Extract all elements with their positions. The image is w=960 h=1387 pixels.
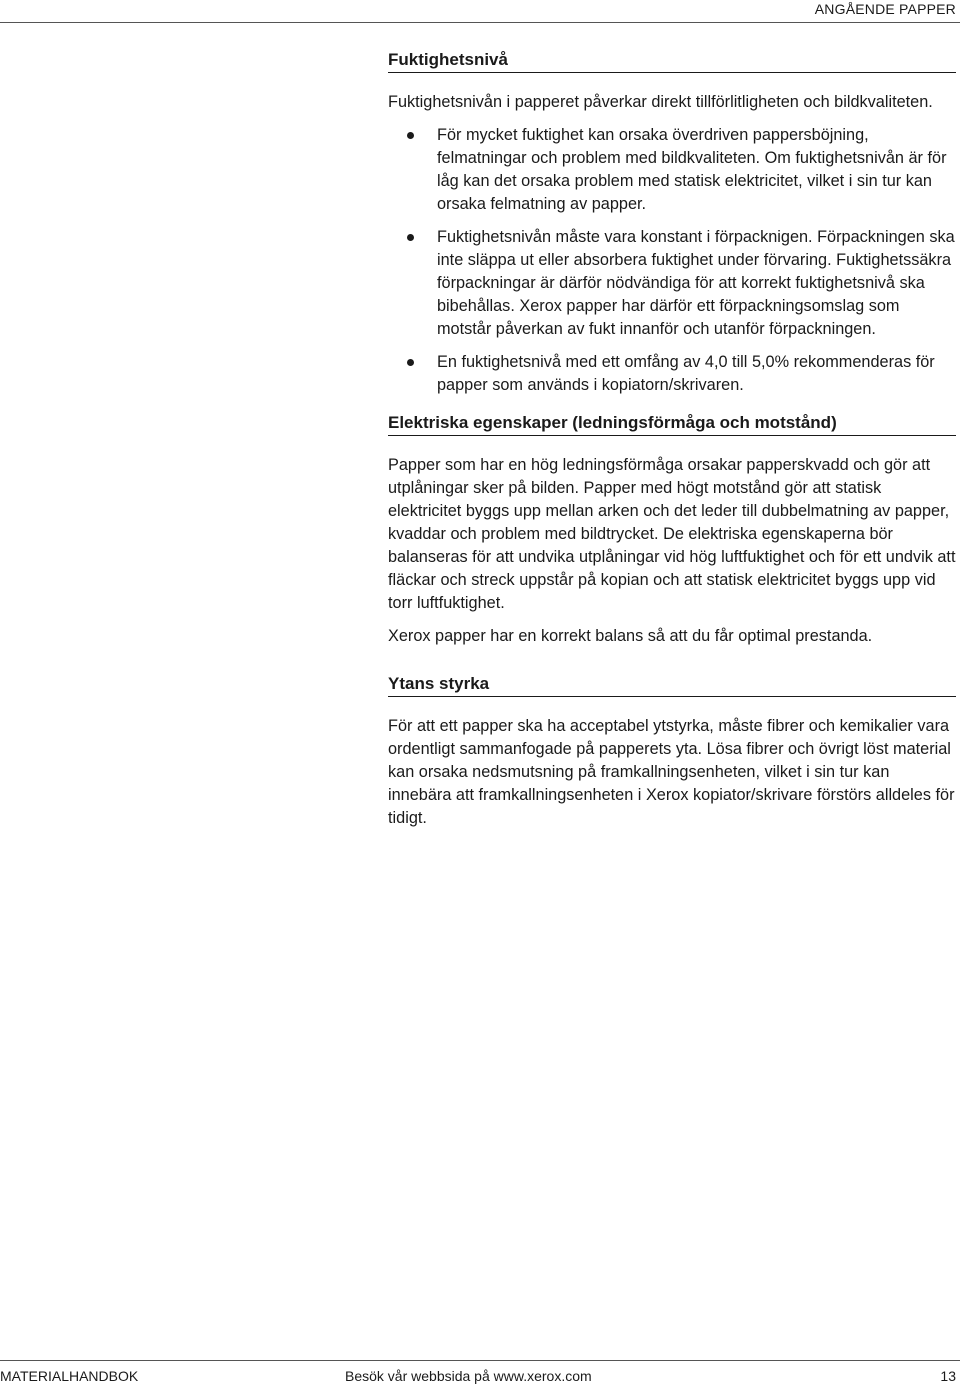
bullet-icon bbox=[407, 132, 414, 139]
page-content bbox=[388, 48, 956, 840]
running-header bbox=[0, 0, 960, 23]
footer-website: Besök vår webbsida på www.xerox.com bbox=[345, 1368, 592, 1384]
list-item bbox=[388, 124, 956, 216]
list-item-text: En fuktighetsnivå med ett omfång av 4,0 till 5,0% rekommenderas för papper som används i kopiatorn/skrivaren. bbox=[437, 353, 935, 394]
section-paragraph: Papper som har en hög ledningsförmåga orsakar papperskvadd och gör att utplåningar sker på bilden. Papper med högt motstånd gör att statisk elektricitet byggs upp mellan arken och det leder till dubbelmatning av papper, kvaddar och problem med bildtrycket. De elektriska egenskaperna bör balanseras för att undvika utplåningar vid hög luftfuktighet och för ett undvik att fläckar och streck uppstår på kopian och att statisk elektricitet byggs upp vid torr luftfuktighet. bbox=[388, 456, 956, 612]
section-surface-strength bbox=[388, 672, 956, 830]
bullet-list bbox=[388, 124, 956, 397]
list-item-text: Fuktighetsnivån måste vara konstant i förpacknigen. Förpackningen ska inte släppa ut eller absorbera fuktighet under förvaring. Fuktighetssäkra förpackningar är därför nödvändiga för att korrekt fuktighetsnivå ska bibehållas. Xerox papper har därför ett förpackningsomslag som motstår påverkan av fukt innanför och utanför förpackningen. bbox=[437, 228, 955, 338]
section-paragraph: Xerox papper har en korrekt balans så att du får optimal prestanda. bbox=[388, 627, 873, 645]
section-heading: Ytans styrka bbox=[388, 672, 956, 697]
section-heading: Elektriska egenskaper (ledningsförmåga och motstånd) bbox=[388, 411, 956, 436]
running-header-title: ANGÅENDE PAPPER bbox=[814, 1, 956, 17]
section-intro: Fuktighetsnivån i papperet påverkar direkt tillförlitligheten och bildkvaliteten. bbox=[388, 93, 933, 111]
section-electrical bbox=[388, 411, 956, 648]
page-footer bbox=[0, 1360, 960, 1387]
section-heading: Fuktighetsnivå bbox=[388, 48, 956, 73]
footer-doc-title: MATERIALHANDBOK bbox=[0, 1368, 139, 1384]
bullet-icon bbox=[407, 359, 414, 366]
list-item bbox=[388, 226, 956, 341]
list-item bbox=[388, 351, 956, 397]
section-paragraph: För att ett papper ska ha acceptabel ytstyrka, måste fibrer och kemikalier vara ordentligt sammanfogade på papperets yta. Lösa fibrer och övrigt löst material kan orsaka nedsmutsning på framkallningsenheten, vilket i sin tur kan innebära att framkallningsenheten i Xerox kopiator/skrivare förstörs alldeles för tidigt. bbox=[388, 717, 955, 827]
page-number: 13 bbox=[940, 1368, 956, 1384]
section-humidity bbox=[388, 48, 956, 397]
list-item-text: För mycket fuktighet kan orsaka överdriven pappersböjning, felmatningar och problem med bildkvaliteten. Om fuktighetsnivån är för låg kan det orsaka problem med statisk elektricitet, vilket i sin tur kan orsaka felmatning av papper. bbox=[437, 126, 947, 213]
bullet-icon bbox=[407, 234, 414, 241]
